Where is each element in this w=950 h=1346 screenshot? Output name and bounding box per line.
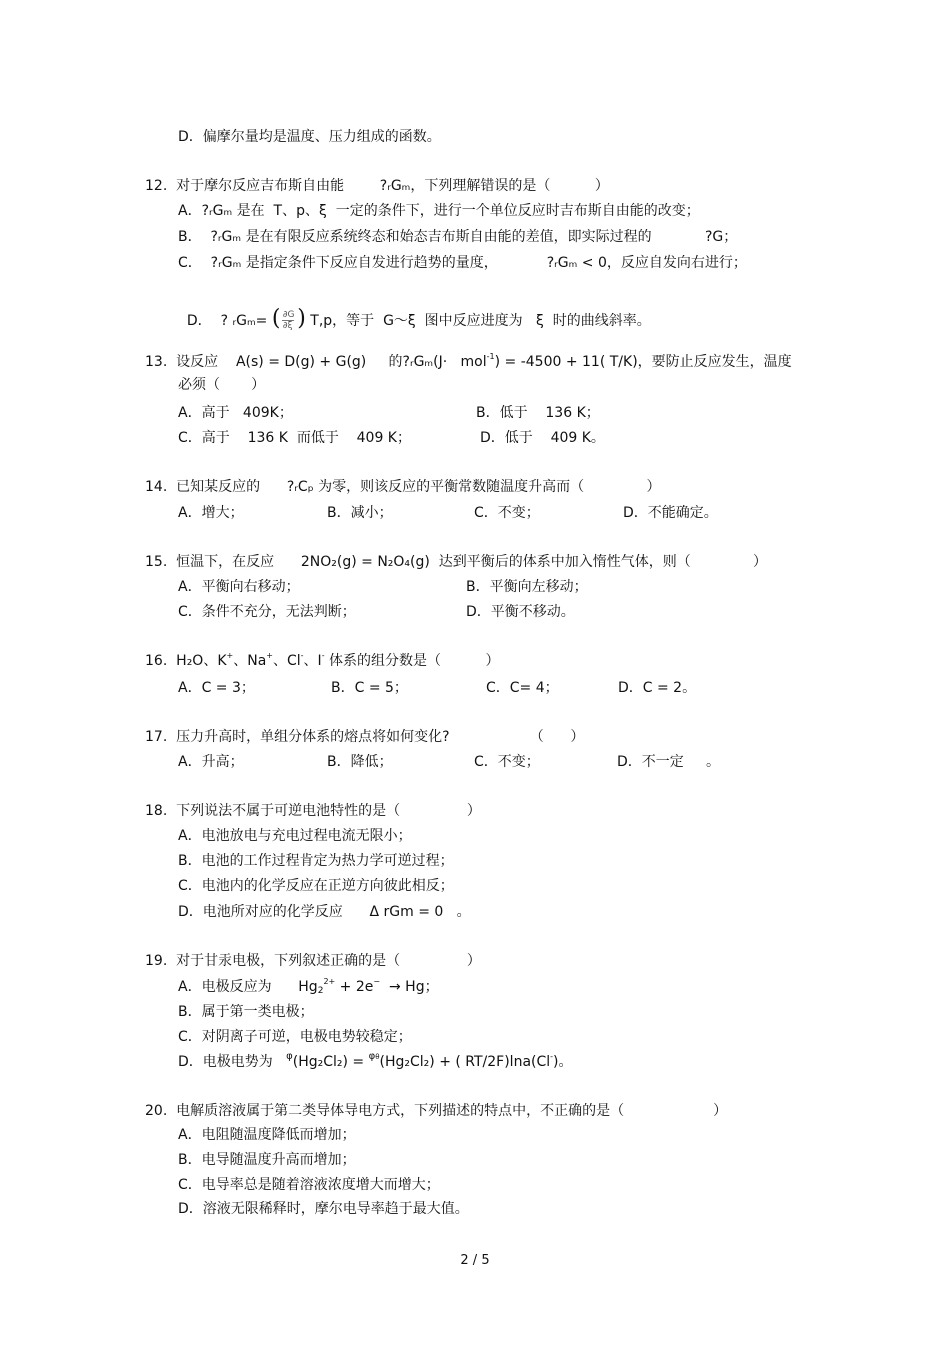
charge-plus: + — [266, 651, 273, 660]
q12-d-prefix: D． ? ᵣGₘ= — [186, 313, 272, 329]
q20-stem: 20. 电解质溶液属于第二类导体导电方式，下列描述的特点中，不正确的是（ ） — [145, 1103, 728, 1119]
q18-stem: 18. 下列说法不属于可逆电池特性的是（ ） — [145, 803, 481, 819]
q16-species-cl: 、Cl — [272, 653, 301, 669]
q20-option-d: D．溶液无限稀释时，摩尔电导率趋于最大值。 — [178, 1201, 469, 1217]
q19-stem: 19. 对于甘汞电极，下列叙述正确的是（ ） — [145, 953, 481, 969]
q12-stem: 12. 对于摩尔反应吉布斯自由能 ?ᵣGₘ，下列理解错误的是（ ） — [145, 178, 609, 194]
q19-option-c: C．对阴离子可逆，电极电势较稳定； — [178, 1029, 412, 1045]
q14-stem: 14. 已知某反应的 ?ᵣCₚ 为零，则该反应的平衡常数随温度升高而（ ） — [145, 479, 661, 495]
phi-standard-symbol — [369, 1051, 380, 1062]
q19-a-product: → Hg； — [380, 979, 439, 995]
q19-a-text: A．电极反应为 Hg — [178, 979, 318, 995]
q12-option-c: C． ?ᵣGₘ 是指定条件下反应自发进行趋势的量度， ?ᵣGₘ < 0，反应自发向右进行； — [178, 255, 747, 271]
q18-option-d: D．电池所对应的化学反应 Δ rGm = 0 。 — [178, 904, 471, 920]
q17-option-d: D．不一定 。 — [617, 754, 721, 770]
theta-symbol: θ — [375, 1053, 380, 1061]
q19-option-b: B．属于第一类电极； — [178, 1004, 314, 1020]
q11-option-d: D．偏摩尔量均是温度、压力组成的函数。 — [178, 129, 441, 145]
charge-minus: - — [550, 1052, 554, 1061]
q16-number: 16. — [145, 653, 177, 669]
q13-option-c: C．高于 136 K 而低于 409 K； — [178, 430, 411, 446]
q17-option-a: A．升高； — [178, 754, 244, 770]
charge-superscript: − — [373, 977, 381, 986]
q15-stem: 15. 恒温下，在反应 2NO₂(g) = N₂O₄(g) 达到平衡后的体系中加入惰性气体，则（ ） — [145, 554, 768, 570]
q13-stem-line1 — [145, 353, 792, 371]
page-number: 2 / 5 — [460, 1253, 490, 1268]
q16-option-b: B．C = 5； — [331, 680, 408, 696]
q19-d-species: (Hg₂Cl₂) = — [292, 1054, 369, 1070]
charge-minus: - — [300, 651, 304, 660]
q13-option-d: D．低于 409 K。 — [480, 430, 605, 446]
charge-superscript: 2+ — [323, 977, 336, 986]
q15-option-a: A．平衡向右移动； — [178, 579, 300, 595]
q15-option-b: B．平衡向左移动； — [466, 579, 588, 595]
q19-option-a — [178, 978, 439, 996]
q19-d-expression: (Hg₂Cl₂) + ( RT/2F)lna(Cl — [379, 1054, 551, 1070]
q20-option-c: C．电导率总是随着溶液浓度增大而增大； — [178, 1177, 440, 1193]
q12-d-suffix: T,p，等于 G～ξ 图中反应进度为 ξ 时的曲线斜率。 — [305, 313, 651, 329]
charge-minus: - — [321, 651, 325, 660]
q13-option-a: A．高于 409K； — [178, 405, 293, 421]
q18-option-c: C．电池内的化学反应在正逆方向彼此相反； — [178, 878, 454, 894]
q14-option-a: A．增大； — [178, 505, 244, 521]
q18-option-a: A．电池放电与充电过程电流无限小； — [178, 828, 412, 844]
partial-derivative-fraction: ( ∂G ∂ξ ) — [271, 306, 306, 331]
q13-stem-text-2: ) = -4500 + 11( T/K)，要防止反应发生，温度 — [494, 354, 792, 370]
q19-d-text: D．电极电势为 — [178, 1054, 287, 1070]
q13-option-b: B．低于 136 K； — [476, 405, 600, 421]
q16-option-a: A．C = 3； — [178, 680, 255, 696]
q12-option-b: B． ?ᵣGₘ 是在有限反应系统终态和始态吉布斯自由能的差值，即实际过程的 ?G； — [178, 229, 738, 245]
q19-d-close: )。 — [553, 1054, 573, 1070]
phi-symbol: φ — [368, 1051, 376, 1062]
q15-option-d: D．平衡不移动。 — [466, 604, 575, 620]
q19-a-electron: + 2e — [335, 979, 374, 995]
q14-option-b: B．减小； — [327, 505, 393, 521]
q20-option-a: A．电阻随温度降低而增加； — [178, 1127, 356, 1143]
q12-option-a: A．?ᵣGₘ 是在 T、p、ξ 一定的条件下，进行一个单位反应时吉布斯自由能的改变； — [178, 203, 700, 219]
q16-stem-tail: 体系的组分数是（ ） — [324, 653, 500, 669]
fraction-numerator: ∂G — [282, 310, 295, 320]
q16-species-na: 、Na — [233, 653, 267, 669]
q15-option-c: C．条件不充分，无法判断； — [178, 604, 356, 620]
q13-stem-text: 13. 设反应 A(s) = D(g) + G(g) 的?ᵣGₘ(J· mol — [145, 354, 487, 370]
q16-option-c: C．C= 4； — [486, 680, 559, 696]
q18-option-b: B．电池的工作过程肯定为热力学可逆过程； — [178, 853, 454, 869]
q14-option-c: C．不变； — [474, 505, 540, 521]
q13-exponent: -1 — [486, 352, 495, 361]
phi-symbol: φ — [286, 1051, 293, 1062]
charge-plus: + — [226, 651, 234, 660]
q20-option-b: B．电导随温度升高而增加； — [178, 1152, 356, 1168]
q16-species-i: 、I — [303, 653, 322, 669]
q17-option-b: B．降低； — [327, 754, 393, 770]
q12-option-d — [178, 292, 651, 332]
q19-option-d — [178, 1053, 573, 1071]
q17-option-c: C．不变； — [474, 754, 540, 770]
q13-stem-line2: 必须（ ） — [178, 377, 266, 393]
q16-option-d: D．C = 2。 — [618, 680, 697, 696]
fraction-denominator: ∂ξ — [282, 321, 293, 331]
q16-species-h2o-k: H₂O、K — [176, 653, 227, 669]
q14-option-d: D．不能确定。 — [623, 505, 718, 521]
subscript: 2 — [317, 986, 324, 996]
q17-stem: 17. 压力升高时，单组分体系的熔点将如何变化? （ ） — [145, 729, 585, 745]
q16-stem — [145, 652, 500, 670]
